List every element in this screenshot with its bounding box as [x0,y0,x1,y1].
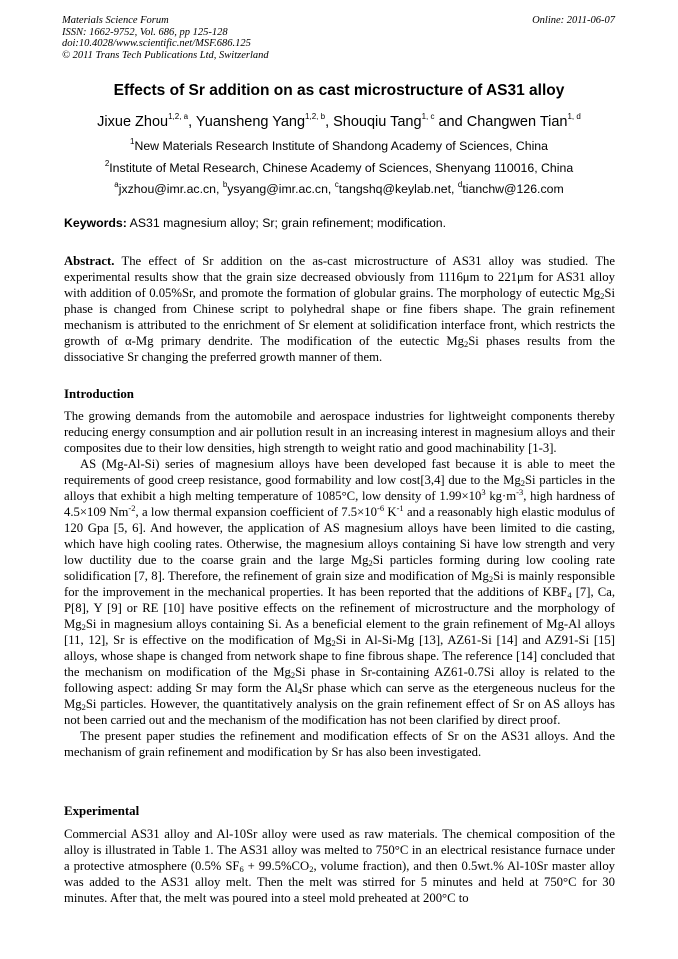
subscript: 2 [600,291,605,301]
text-run: AS (Mg-Al-Si) series of magnesium alloys have been developed fast because it is able to meet the requirements of good creep resistance, good formability and low cost[3,4] due to the Mg [64,457,615,487]
online-date: Online: 2011-06-07 [532,15,615,26]
author-affiliation-mark: 1, c [421,112,435,121]
subscript: 2 [309,864,314,874]
text-run: Commercial AS31 alloy and Al-10Sr alloy were used as raw materials. The chemical composition of the alloy is illustrated in Table 1. The AS31 alloy was melted to 750°C in an electrical resistance furnace under a protective atmosphere (0.5% SF [64,827,615,873]
subscript: 4 [567,590,572,600]
paper-title: Effects of Sr addition on as cast microstructure of AS31 alloy [113,82,565,99]
affiliation-text: New Materials Research Institute of Shandong Academy of Sciences, China [134,139,548,154]
affiliation-mark: 1 [130,137,135,146]
text-run: Si particles. However, the quantitatively analysis on the grain refinement effect of Sr on AS alloys has not been carried out and the mechanism of the modification has not been clarified by direct proof. [64,697,615,727]
affiliation [0,160,678,175]
author-emails [0,181,678,196]
text-run: and a reasonably high elastic modulus of 120 Gpa [5, 6]. And however, the application of AS magnesium alloys have been limited to die casting, which have high cooling rates. Otherwise, the magnesium alloys containing Si have low strength and very low ductility due to the coarse grain and the large Mg [64,505,615,567]
affiliation-mark: 2 [104,159,110,168]
journal-doi: doi:10.4028/www.scientific.net/MSF.686.125 [62,38,251,49]
abstract-text: Si phases results from the dissociative Sr changing the preferred growth manner of them. [64,334,615,364]
journal-header [62,15,269,61]
superscript: -1 [396,503,404,513]
keywords [64,216,620,230]
affiliation [0,138,678,153]
email-address: tianchw@126.com [462,182,564,197]
author-separator: , [325,113,334,130]
subscript: 6 [239,864,244,874]
subscript: 2 [290,670,296,680]
author-name: Shouqiu Tang [333,113,422,130]
text-run: , high hardness of 4.5×109 Nm [64,489,615,519]
text-run: Si phase in Sr-containing AZ61-0.7Si alloy is related to the following aspect: adding Sr may form the Al [64,665,615,695]
superscript: -3 [516,487,524,497]
subscript: 2 [368,558,373,568]
author-affiliation-mark: 1,2, b [305,112,326,121]
keywords-text: AS31 magnesium alloy; Sr; grain refinement; modification. [126,216,447,230]
introduction-body [64,408,615,760]
affiliation-text: Institute of Metal Research, Chinese Academy of Sciences, Shenyang 110016, China [109,161,574,176]
author-list [0,113,678,130]
journal-issn: ISSN: 1662-9752, Vol. 686, pp 125-128 [62,26,228,38]
author-affiliation-mark: 1, d [567,112,581,121]
text-run: Si particles in the alloys that exhibit a high melting temperature of 1085°C, low density of 1.99×10 [64,473,615,503]
abstract-text: Si phase is changed from Chinese script to polyhedral shape or fine fibers shape. The grain refinement mechanism is attributed to the enrichment of Sr element at solidification interface front, which restricts the growth of α-Mg primary dendrite. The modification of the eutectic Mg [64,286,615,348]
journal-copyright: © 2011 Trans Tech Publications Ltd, Switzerland [62,49,269,61]
author-name: Jixue Zhou [97,113,169,130]
author-separator: , [188,113,196,130]
superscript: -6 [376,503,385,513]
text-run: Si in Al-Si-Mg [13], AZ61-Si [14] and AZ91-Si [15] alloys, whose shape is changed from network shape to fine fibrous shape. The reference [14] concluded that the mechanism on modification of the Mg [64,633,615,679]
keywords-label: Keywords: [64,216,127,230]
paragraph [64,826,615,906]
email-mark: d [457,180,463,189]
text-run: Si in magnesium alloys containing Si. As a beneficial element to the grain refinement of Mg-Al alloys [11, 12], Sr is effective on the modification of Mg [64,617,615,647]
section-heading-experimental: Experimental [64,804,140,818]
subscript: 2 [520,478,525,488]
paragraph: The present paper studies the refinement and modification effects of Sr on the AS31 alloys. And the mechanism of grain refinement and modification by Sr has also been investigated. [64,729,615,759]
author-name: Yuansheng Yang [195,113,306,130]
text-run: + 99.5%CO [243,859,310,873]
experimental-body [64,826,615,906]
author-name: Changwen Tian [466,113,568,130]
abstract [64,253,615,365]
paragraph: The growing demands from the automobile and aerospace industries for lightweight components thereby reducing energy consumption and air pollution result in an increasing interest in magnesium alloys and their composites due to their low densities, high strength to weight ratio and good machinability [1-3]. [64,409,615,455]
section-heading-introduction: Introduction [64,387,134,401]
subscript: 2 [488,574,494,584]
subscript: 2 [81,702,86,712]
journal-name: Materials Science Forum [62,15,169,26]
email-address: tangshq@keylab.net, [338,182,458,197]
email-mark: a [114,180,119,189]
paragraph [64,456,615,728]
text-run: kg·m [485,489,517,503]
text-run: K [384,505,397,519]
subscript: 2 [464,339,469,349]
text-run: Si particles forming during low cooling rate solidification [7, 8]. Therefore, the refinement of grain size and modification of Mg [64,553,615,583]
text-run: Si is mainly responsible for the improvement in the mechanical properties. It has been reported that the additions of KBF [64,569,615,599]
subscript: 2 [81,622,86,632]
email-mark: c [334,180,339,189]
subscript: 2 [331,638,336,648]
text-run: , a low thermal expansion coefficient of 7.5×10 [135,505,377,519]
email-mark: b [222,180,228,189]
author-affiliation-mark: 1,2, a [168,112,189,121]
abstract-text: The effect of Sr addition on the as-cast microstructure of AS31 alloy was studied. The experimental results show that the grain size decreased obviously from 1116μm to 221μm for AS31 alloy with addition of 0.05%Sr, and promote the formation of globular grains. The morphology of eutectic Mg [64,254,615,300]
subscript: 4 [297,686,302,696]
text-run: [7], Ca, P[8], Y [9] or RE [10] have positive effects on the refinement of microstructure and the morphology of Mg [64,585,616,631]
text-run: , volume fraction), and then 0.5wt.% Al-10Sr master alloy was added to the AS31 alloy melt. Then the melt was stirred for 5 minutes and held at 750°C for 30 minutes. After that, the melt was poured into a steel mold preheated at 200°C to [64,859,616,905]
text-run: Sr phase which can serve as the etergeneous nucleus for the Mg [64,681,615,711]
superscript: 3 [481,487,486,497]
email-address: ysyang@imr.ac.cn, [227,182,335,197]
superscript: -2 [128,503,136,513]
email-address: jxzhou@imr.ac.cn, [118,182,223,197]
abstract-label: Abstract. [64,254,115,268]
author-separator: and [434,113,467,130]
